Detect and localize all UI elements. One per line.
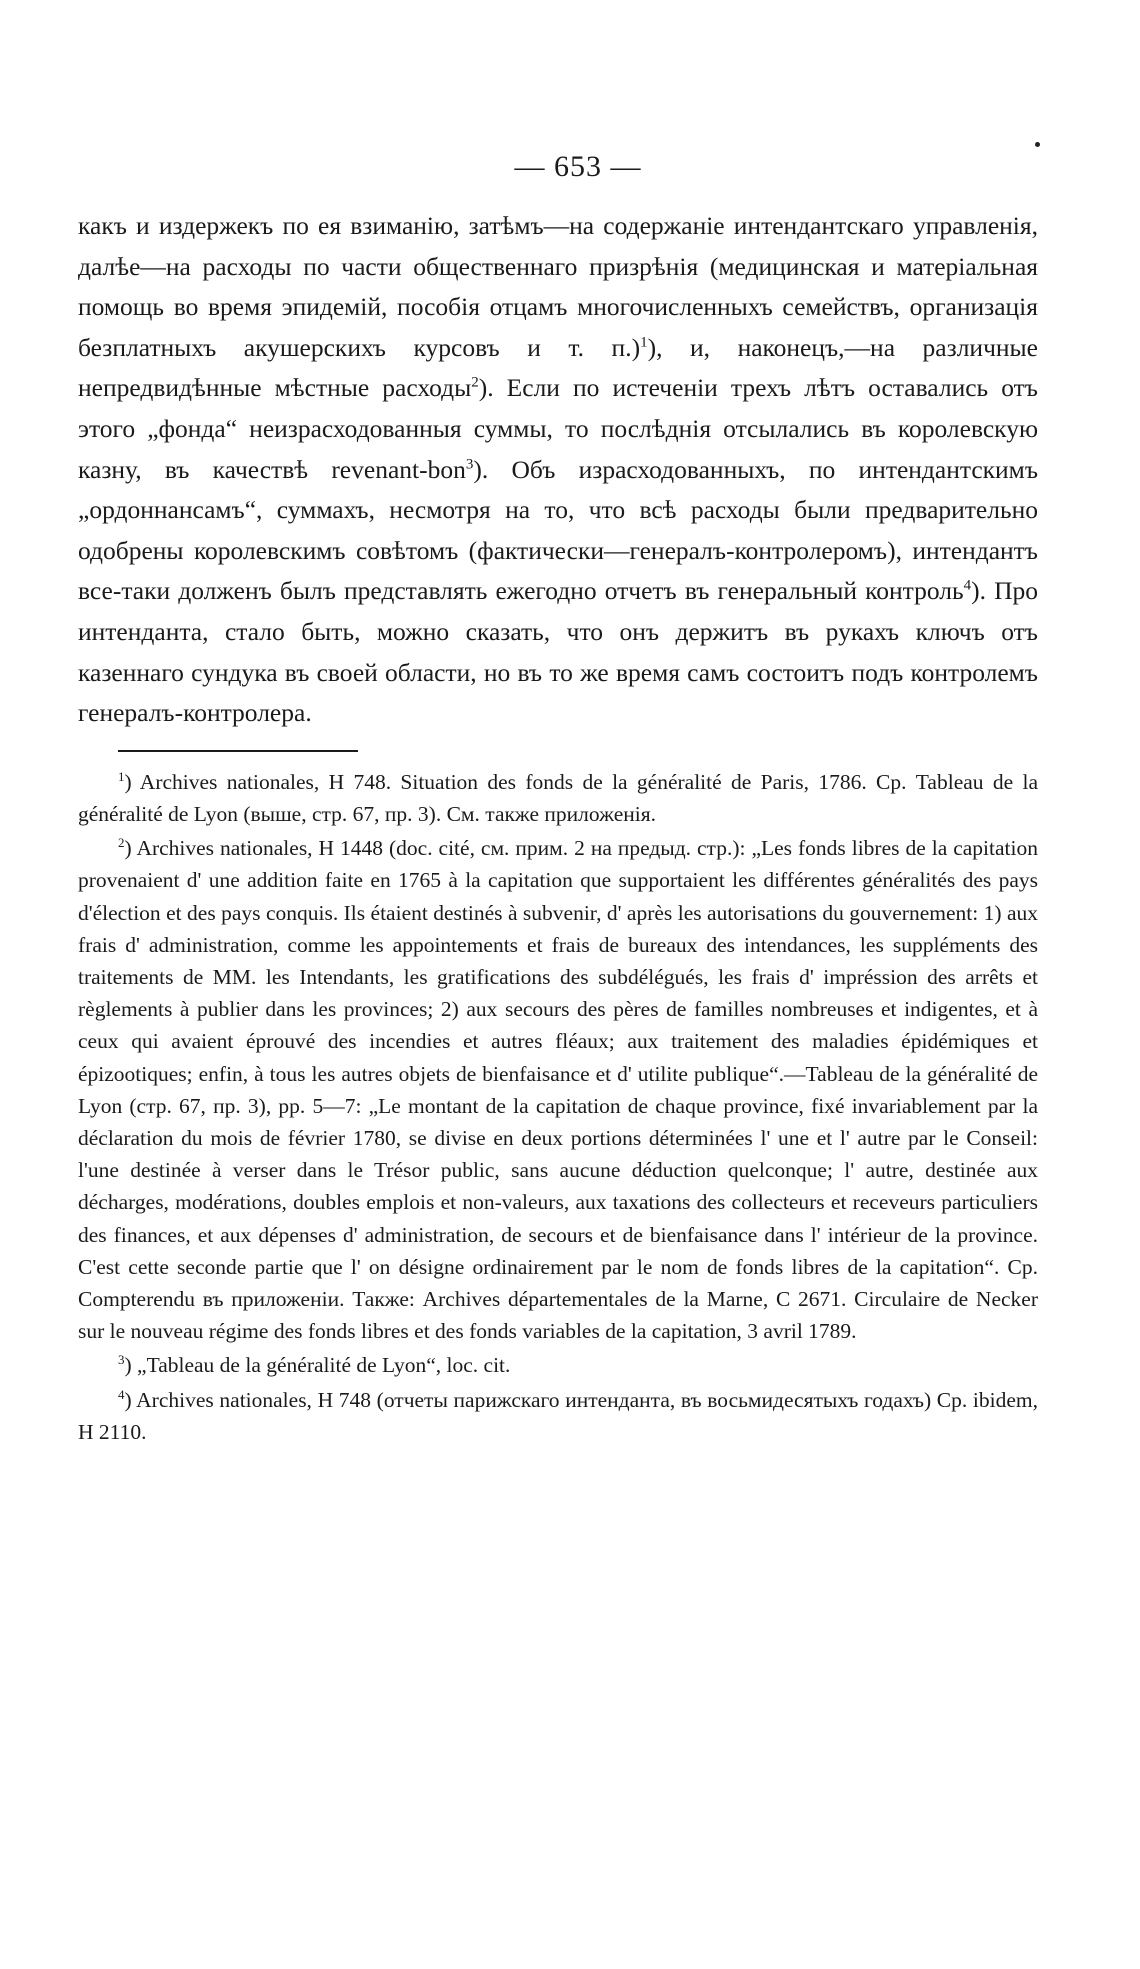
- footnote-text: ) Archives nationales, H 1448 (doc. cité, см. прим. 2 на предыд. стр.): „Les fonds libres de la capitation provenaient d' une addition faite en 1765 à la capitation que supportaient les différentes généralités des pays d'élection et des pays conquis. Ils étaient destinés à subvenir, d' après les autorisations du gouvernement: 1) aux frais d' administration, comme les appointements et frais de bureaux des intendances, les suppléments des traitements de MM. les Intendants, les gratifications des subdélégués, les frais d' impréssion des arrêts et règlements à publier dans les provinces; 2) aux secours des pères de familles nombreuses et indigentes, et à ceux qui avaient éprouvé des incendies et autres fléaux; aux traitement des maladies épidémiques et épizootiques; enfin, à tous les autres objets de bienfaisance et d' utilite publique“.—Tableau de la généralité de Lyon (стр. 67, пр. 3), pp. 5—7: „Le montant de la capitation de chaque province, fixé invariablement par la déclaration du mois de février 1780, se divise en deux portions déterminées l' une et l' autre par le Conseil: l'une destinée à verser dans le Trésor public, sans aucune déduction quelconque; l' autre, destinée aux décharges, modérations, doubles emplois et non-valeurs, aux taxations des collecteurs et receveurs particuliers des finances, et aux dépenses d' administration, de secours et de bienfaisance dans l' intérieur de la province. C'est cette seconde partie que l' on désigne ordinairement par le nom de fonds libres de la capitation“. Ср. Compterendu въ приложеніи. Также: Archives départementales de la Marne, C 2671. Circulaire de Necker sur le nouveau régime des fonds libres et des fonds variables de la capitation, 3 avril 1789.: [78, 836, 1038, 1344]
- main-text: [78, 206, 1038, 734]
- text-segment-2: ), и, наконецъ,—на различные непредвидѣнные мѣстные расходы: [78, 332, 1038, 403]
- footnote-text: ) Archives nationales, H 748. Situation des fonds de la généralité de Paris, 1786. Ср. Tableau de la généralité de Lyon (выше, стр. 67, пр. 3). См. также приложенія.: [78, 769, 1038, 826]
- text-segment-4: ). Объ израсходованныхъ, по интендантскимъ „ордоннансамъ“, суммахъ, несмотря на то, что всѣ расходы были предварительно одобрены королевскимъ совѣтомъ (фактически—генералъ-контролеромъ), интендантъ все-таки долженъ былъ представлять ежегодно отчетъ въ генеральный контроль: [78, 454, 1039, 606]
- footnote-marker: 2: [118, 834, 125, 850]
- text-segment-1: какъ и издержекъ по ея взиманію, затѣмъ—на содержаніе интендантскаго управленія, далѣе—на расходы по части общественнаго призрѣнія (медицинская и матеріальная помощь во время эпидемій, пособія отцамъ многочисленныхъ семействъ, организація безплатныхъ акушерскихъ курсовъ и т. п.): [78, 211, 1038, 362]
- footnote-ref-2: 2: [471, 374, 479, 391]
- print-speck: [1035, 142, 1040, 147]
- footnote-2: [78, 832, 1038, 1347]
- text-segment-5: ). Про интенданта, стало быть, можно сказать, что онъ держитъ въ рукахъ ключъ отъ казеннаго сундука въ своей области, но въ то же время самъ состоитъ подъ контролемъ генералъ-контролера.: [78, 576, 1038, 728]
- text-segment-3: ). Если по истеченіи трехъ лѣтъ оставались отъ этого „фонда“ неизрасходованныя суммы, то послѣднія отсылались въ королевскую казну, въ качествѣ revenant-bon: [78, 373, 1038, 484]
- footnote-marker: 3: [118, 1352, 125, 1368]
- footnote-divider: [118, 750, 358, 752]
- footnote-marker: 1: [118, 768, 125, 784]
- footnote-ref-3: 3: [465, 456, 474, 473]
- footnote-ref-4: 4: [963, 577, 972, 594]
- footnote-text: ) Archives nationales, H 748 (отчеты парижскаго интенданта, въ восьмидесятыхъ годахъ) Ср. ibidem, H 2110.: [78, 1387, 1038, 1444]
- main-paragraph: [78, 206, 1038, 734]
- footnotes: [78, 766, 1038, 1448]
- footnote-ref-1: 1: [640, 334, 648, 351]
- footnote-1: [78, 766, 1038, 830]
- footnote-marker: 4: [118, 1386, 125, 1402]
- footnote-3: [78, 1349, 1038, 1381]
- footnote-text: ) „Tableau de la généralité de Lyon“, loc. cit.: [124, 1353, 511, 1378]
- page-number: — 653 —: [514, 150, 642, 183]
- footnote-4: [78, 1384, 1038, 1448]
- book-page: [78, 150, 1038, 1450]
